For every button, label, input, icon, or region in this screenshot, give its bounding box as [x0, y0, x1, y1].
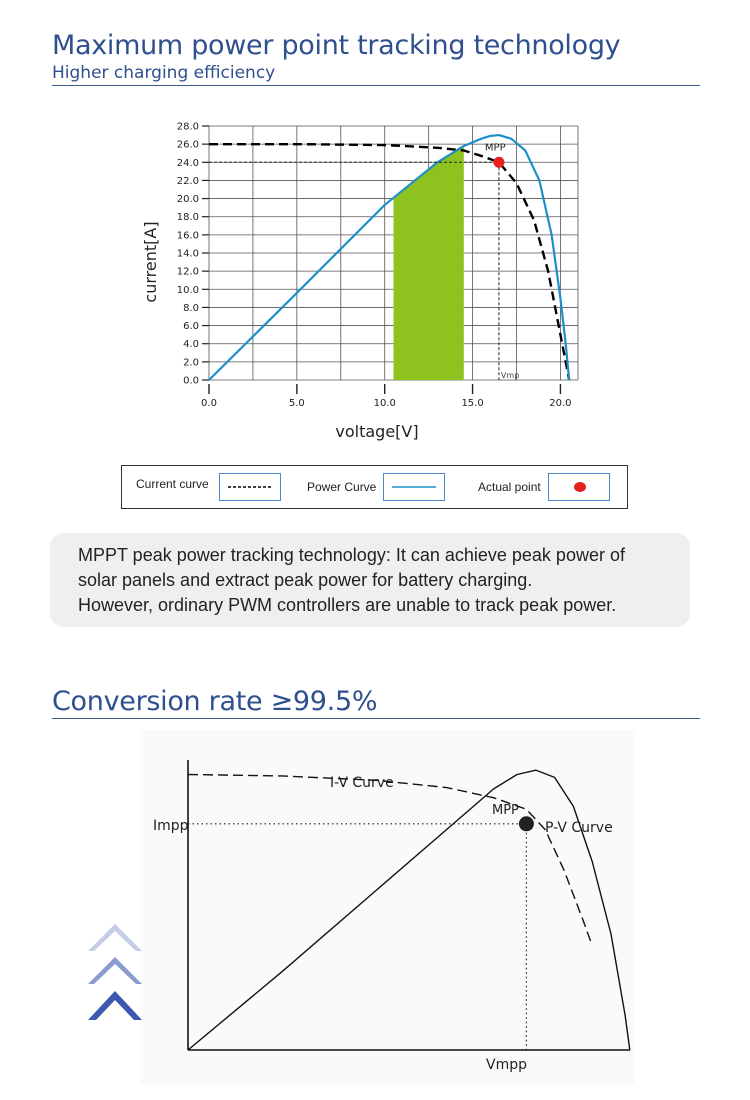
y-tick-label: 4.0 [183, 339, 199, 351]
mpp-point [519, 816, 534, 831]
y-tick-label: 20.0 [176, 194, 199, 206]
y-tick-label: 8.0 [183, 302, 199, 314]
info-line-3: However, ordinary PWM controllers are unable to track peak power. [78, 595, 617, 615]
y-tick-label: 14.0 [176, 248, 199, 260]
mpp-label: MPP [492, 803, 519, 818]
section1-title: Maximum power point tracking technology [52, 30, 621, 61]
info-line-1: MPPT peak power tracking technology: It can achieve peak power of [78, 545, 625, 565]
pv-curve-label: P-V Curve [545, 820, 613, 836]
power-curve [209, 135, 569, 380]
x-tick-label: 10.0 [373, 398, 396, 409]
section2-header [52, 688, 700, 719]
legend-label-current: Current curve [136, 477, 209, 491]
mpp-curve-chart [140, 730, 635, 1085]
mppt-iv-chart [130, 112, 590, 447]
legend-sample-dot [548, 473, 610, 501]
y-tick-label: 24.0 [176, 157, 199, 169]
x-tick-label: 5.0 [288, 398, 305, 409]
chevron-stack [84, 916, 146, 1026]
y-tick-label: 10.0 [176, 284, 199, 296]
section1-header [52, 32, 700, 86]
x-tick-label: 20.0 [549, 398, 572, 409]
mpp-label: MPP [484, 142, 506, 154]
y-tick-label: 6.0 [183, 321, 199, 333]
legend-sample-solid [383, 473, 445, 501]
legend-label-actual: Actual point [478, 480, 541, 494]
chevron-up-icon [88, 924, 142, 951]
impp-label: Impp [153, 818, 189, 834]
vmpp-label: Vmpp [486, 1057, 527, 1073]
chart-legend [121, 465, 628, 509]
y-tick-label: 12.0 [176, 266, 199, 278]
legend-label-power: Power Curve [307, 480, 377, 494]
info-line-2: solar panels and extract peak power for battery charging. [78, 570, 533, 590]
x-axis-label: voltage[V] [335, 422, 419, 441]
current-curve [209, 144, 569, 380]
section2-title: Conversion rate ≥99.5% [52, 686, 378, 717]
legend-sample-dashed [219, 473, 281, 501]
y-tick-label: 18.0 [176, 212, 199, 224]
y-axis-label: current[A] [141, 221, 160, 303]
mpp-point [493, 157, 504, 168]
y-tick-label: 2.0 [183, 357, 199, 369]
y-tick-label: 22.0 [176, 175, 199, 187]
y-tick-label: 0.0 [183, 375, 199, 387]
y-tick-label: 16.0 [176, 230, 199, 242]
section1-subtitle: Higher charging efficiency [52, 63, 276, 83]
x-tick-label: 0.0 [201, 398, 217, 409]
iv-curve-label: I-V Curve [330, 775, 394, 791]
x-tick-label: 15.0 [461, 398, 484, 409]
chevron-up-icon [88, 991, 142, 1020]
info-box [50, 533, 690, 627]
shaded-region [394, 146, 464, 380]
y-tick-label: 28.0 [176, 121, 199, 133]
vmp-label: Vmp [500, 371, 520, 380]
y-tick-label: 26.0 [176, 139, 199, 151]
chevron-up-icon [88, 957, 142, 984]
